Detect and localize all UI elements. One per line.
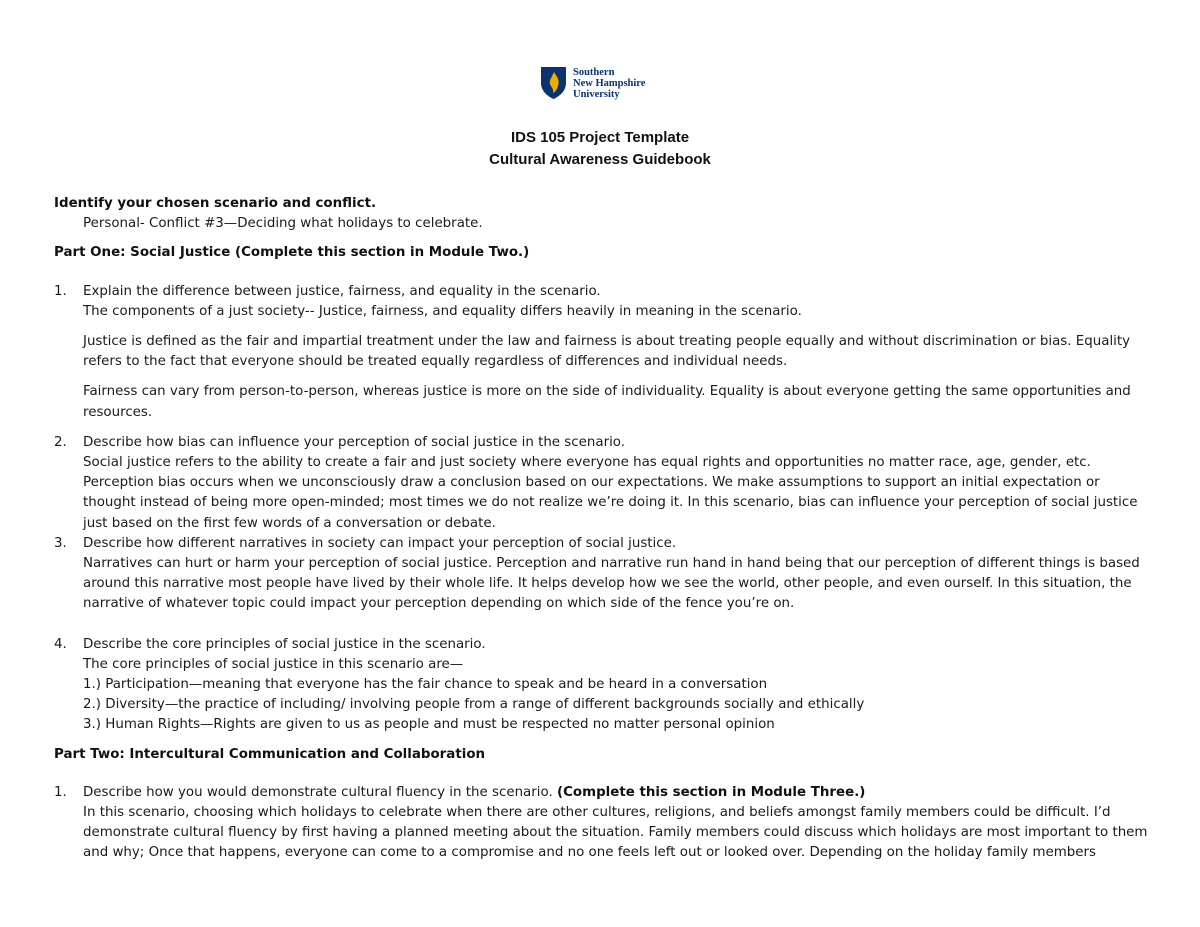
principle-item: 3.) Human Rights—Rights are given to us as people and must be respected no matter personal opinion (83, 717, 775, 733)
shield-flame-icon (540, 66, 567, 100)
logo-line-2: New Hampshire (573, 78, 646, 89)
question-prompt: Explain the difference between justice, fairness, and equality in the scenario. (83, 283, 601, 299)
answer-paragraph: The core principles of social justice in this scenario are— (83, 656, 464, 672)
question-number: 4. (54, 636, 67, 652)
question-number: 1. (54, 283, 67, 299)
question-3 (54, 534, 1148, 615)
logo-line-3: University (573, 89, 620, 100)
answer-paragraph: The components of a just society-- Justice, fairness, and equality differs heavily in meaning in the scenario. (83, 303, 802, 319)
module-note: (Complete this section in Module Three.) (556, 784, 866, 800)
logo-line-1: Southern (573, 67, 615, 78)
answer-paragraph: Justice is defined as the fair and impartial treatment under the law and fairness is about treating people equally and without discrimination or bias. Equality refers to the fact that everyone should be treated equally regardless of differences and individual needs. (83, 334, 1131, 370)
answer-paragraph: In this scenario, choosing which holidays to celebrate when there are other cultures, religions, and beliefs amongst family members could be difficult. I’d demonstrate cultural fluency by first having a planned meeting about the situation. Family members could discuss which holidays are most important to them and why; Once that happens, everyone can come to a compromise and no one feels left out or looked over. Depending on the holiday family members (83, 805, 1148, 861)
question-number: 1. (54, 784, 67, 800)
scenario-heading: Identify your chosen scenario and conflict. (54, 196, 377, 211)
question-number: 3. (54, 535, 67, 551)
logo-wordmark (573, 66, 645, 100)
question-prompt: Describe the core principles of social justice in the scenario. (83, 636, 486, 652)
snhu-logo (540, 66, 645, 100)
part-two-question-1 (54, 783, 1148, 864)
question-prompt: Describe how bias can influence your perception of social justice in the scenario. (83, 434, 626, 450)
question-prompt (83, 783, 1148, 803)
question-4 (54, 635, 1148, 736)
answer-paragraph: Narratives can hurt or harm your perception of social justice. Perception and narrative run hand in hand being that our perception of different things is based around this narrative most people have lived by their whole life. It helps develop how we see the world, other people, and even ourself. In this situation, the narrative of whatever topic could impact your perception depending on which side of the fence you’re on. (83, 556, 1140, 612)
answer-paragraph: Social justice refers to the ability to create a fair and just society where everyone has equal rights and opportunities no matter race, age, gender, etc. Perception bias occurs when we unconsciously draw a conclusion based on our expectations. We make assumptions to support an initial expectation or thought instead of being more open-minded; most times we do not realize we’re doing it. In this scenario, bias can influence your perception of social justice just based on the first few words of a conversation or debate. (83, 455, 1138, 531)
part-two-heading: Part Two: Intercultural Communication and Collaboration (54, 746, 486, 762)
document-title (0, 127, 1200, 171)
question-prompt-text: Describe how you would demonstrate cultural fluency in the scenario. (83, 784, 553, 800)
answer-paragraph: Fairness can vary from person-to-person, whereas justice is more on the side of individuality. Equality is about everyone getting the same opportunities and resources. (83, 384, 1131, 420)
question-2 (54, 433, 1148, 534)
part-one-heading: Part One: Social Justice (Complete this section in Module Two.) (54, 245, 530, 261)
question-number: 2. (54, 434, 67, 450)
principle-item: 2.) Diversity—the practice of including/ involving people from a range of different backgrounds socially and ethically (83, 697, 865, 713)
title-line-2: Cultural Awareness Guidebook (489, 151, 711, 168)
question-prompt: Describe how different narratives in society can impact your perception of social justice. (83, 535, 677, 551)
scenario-text: Personal- Conflict #3—Deciding what holidays to celebrate. (83, 216, 483, 232)
document-body (54, 194, 1148, 864)
question-1 (54, 282, 1148, 423)
title-line-1: IDS 105 Project Template (510, 129, 690, 146)
principle-item: 1.) Participation—meaning that everyone has the fair chance to speak and be heard in a conversation (83, 677, 768, 693)
